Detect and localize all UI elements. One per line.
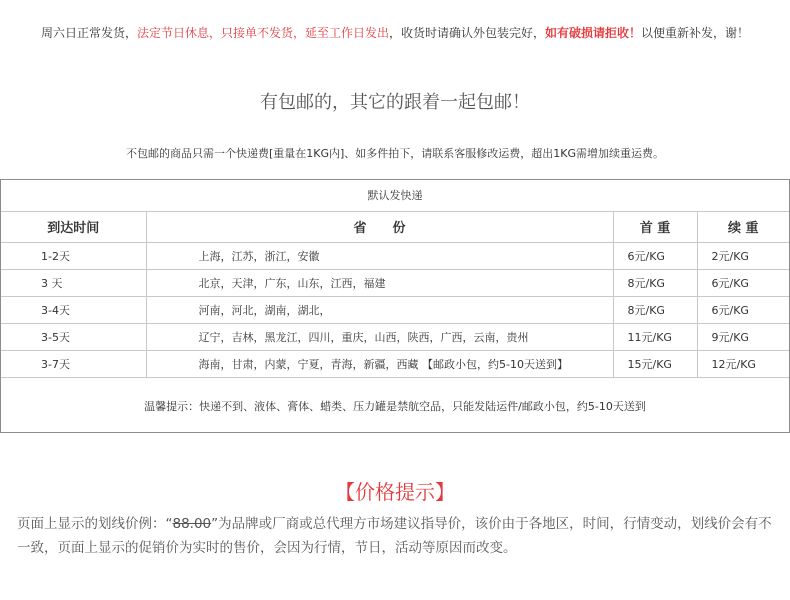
cell-time: 3-5天 (1, 323, 146, 350)
free-shipping-headline: 有包邮的，其它的跟着一起包邮！ (260, 92, 530, 113)
price-notice-title: 【价格提示】 (335, 480, 455, 504)
cell-province: 上海，江苏，浙江，安徽 (146, 242, 613, 269)
cell-extra: 9元/KG (697, 323, 789, 350)
cell-province: 河南，河北，湖南，湖北， (146, 296, 613, 323)
cell-time: 3-7天 (1, 350, 146, 377)
shipping-rate-table (0, 179, 790, 433)
cell-time: 3 天 (1, 269, 146, 296)
cell-first: 6元/KG (613, 242, 697, 269)
cell-extra: 6元/KG (697, 296, 789, 323)
cell-first: 15元/KG (613, 350, 697, 377)
table-row (1, 242, 789, 269)
shipping-tip: 温馨提示：快递不到、液体、膏体、蜡类、压力罐是禁航空品，只能发陆运件/邮政小包，约5-10天送到 (144, 399, 646, 413)
header-extra-weight: 续 重 (697, 212, 789, 242)
cell-province: 北京，天津，广东，山东，江西，福建 (146, 269, 613, 296)
cell-province: 辽宁，吉林，黑龙江，四川，重庆，山西，陕西，广西，云南，贵州 (146, 323, 613, 350)
header-first-weight: 首 重 (613, 212, 697, 242)
table-row (1, 296, 789, 323)
price-text-a: 页面上显示的划线价例：“ (17, 516, 173, 532)
notice-text-1: 周六日正常发货， (40, 26, 137, 40)
shipping-notice (0, 24, 790, 41)
notice-text-3: ，收货时请确认外包装完好， (388, 26, 545, 40)
price-text-b: ”为品牌或厂商或总代理方市场建议指导价，该价由于各地区，时间，行情变动，划线价会有不一致，页面上显示的促销价为实时的售价，会因为行情，节日，活动等原因而改变。 (17, 516, 772, 556)
shipping-fee-note: 不包邮的商品只需一个快递费[重量在1KG内]、如多件拍下，请联系客服修改运费，超出1KG需增加续重运费。 (125, 147, 665, 160)
table-row (1, 269, 789, 296)
cell-extra: 6元/KG (697, 269, 789, 296)
table-header-row (1, 212, 789, 242)
cell-first: 11元/KG (613, 323, 697, 350)
cell-time: 3-4天 (1, 296, 146, 323)
strike-price-example: 88.00 (172, 516, 212, 532)
cell-province: 海南，甘肃，内蒙，宁夏，青海，新疆，西藏 【邮政小包，约5-10天送到】 (146, 350, 613, 377)
cell-extra: 2元/KG (697, 242, 789, 269)
cell-extra: 12元/KG (697, 350, 789, 377)
table-row (1, 323, 789, 350)
header-arrival-time: 到达时间 (1, 212, 146, 242)
notice-text-5: 以便重新补发，谢！ (641, 26, 750, 40)
notice-reject-text: 如有破损请拒收！ (545, 26, 642, 40)
table-row (1, 350, 789, 377)
cell-time: 1-2天 (1, 242, 146, 269)
header-province: 省 份 (146, 212, 613, 242)
notice-holiday-text: 法定节日休息，只接单不发货，延至工作日发出 (136, 26, 389, 40)
price-notice-text (17, 512, 777, 560)
table-caption: 默认发快递 (1, 180, 789, 212)
cell-first: 8元/KG (613, 296, 697, 323)
rate-table (1, 212, 789, 378)
cell-first: 8元/KG (613, 269, 697, 296)
